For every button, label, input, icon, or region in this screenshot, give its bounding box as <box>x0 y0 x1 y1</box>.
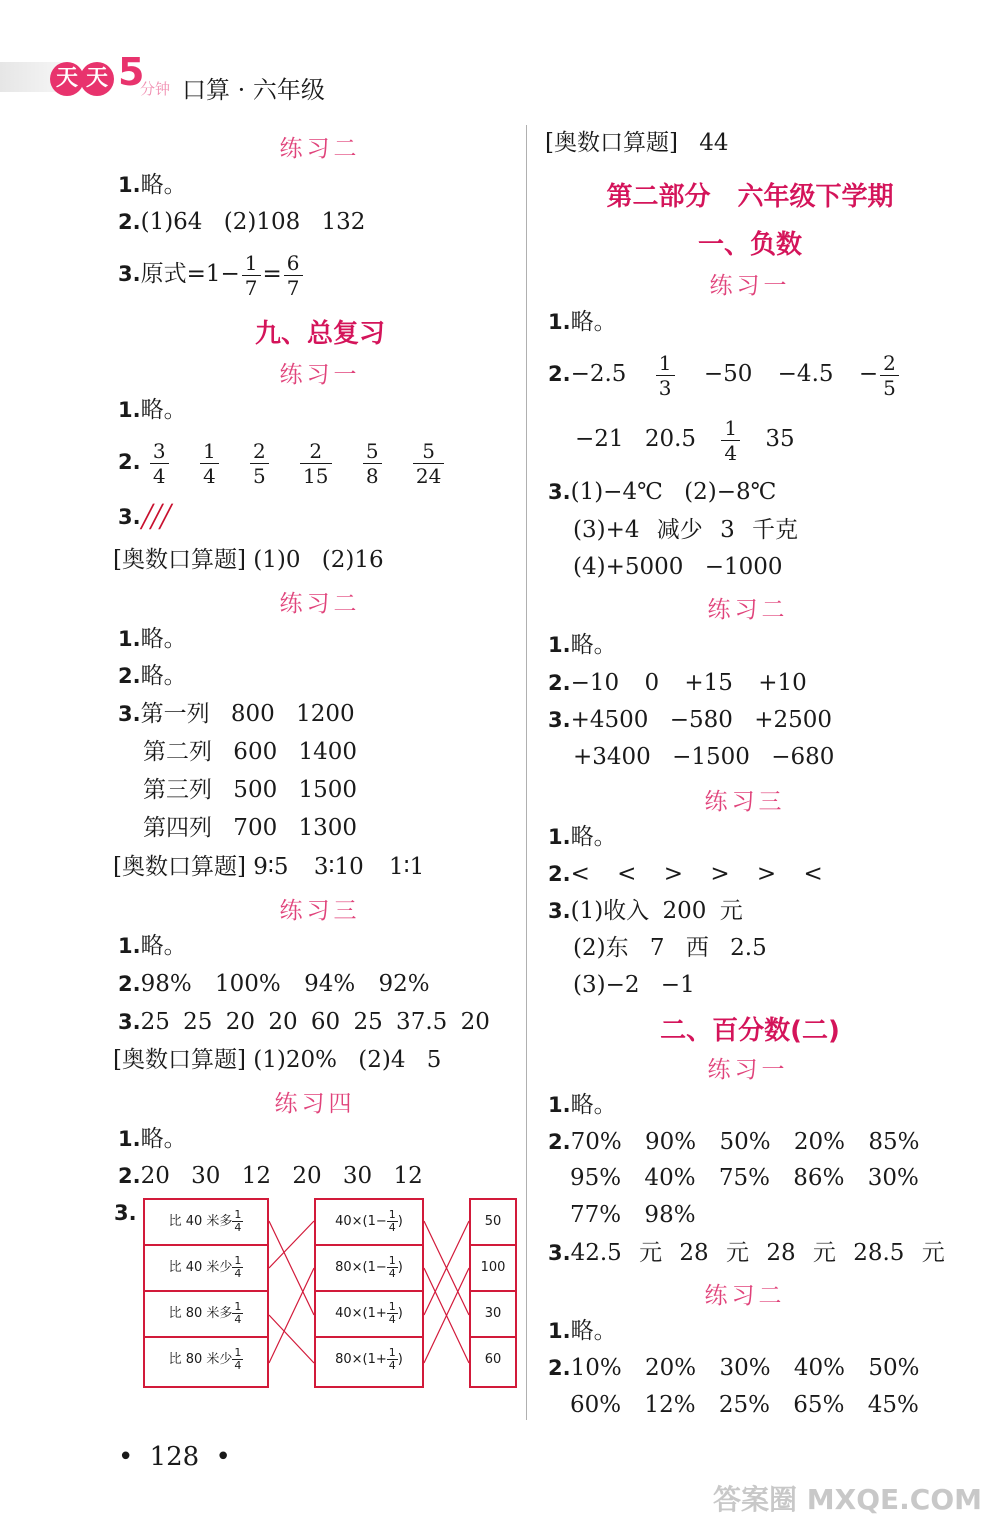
answer-line: 1.略。 <box>118 933 187 959</box>
fraction: $\frac{1}{4}$ <box>234 1254 242 1280</box>
answer-line: 第二列 600 1400 <box>143 739 358 765</box>
match-connectors <box>269 1198 469 1388</box>
subheading-lianxi-yi: 练习一 <box>709 273 791 299</box>
subheading-lianxi-er: 练习二 <box>707 597 789 623</box>
answer-line-fractions: −21 20.5 $\frac{1}{4}$ 35 <box>575 415 795 465</box>
answer-line: 2.70% 90% 50% 20% 85% <box>548 1129 920 1155</box>
logo-ball-1: 天 <box>50 62 84 96</box>
answer-line: 1.略。 <box>118 1126 187 1152</box>
fraction: $\frac{2}{15}$ <box>300 439 331 488</box>
answer-line: (3)+4 减少 3 千克 <box>573 517 799 543</box>
match-box: 50 <box>471 1200 515 1246</box>
subheading-lianxi-er: 练习二 <box>704 1283 786 1309</box>
match-box: 30 <box>471 1292 515 1338</box>
answer-line: +3400 −1500 −680 <box>573 744 835 770</box>
answer-line: 1.略。 <box>118 397 187 423</box>
match-box: 比 80 米多 $\frac{1}{4}$ <box>145 1292 267 1338</box>
connector-line <box>269 1315 314 1363</box>
answer-line: 第四列 700 1300 <box>143 815 358 841</box>
fraction: $\frac{1}{4}$ <box>721 416 740 465</box>
logo-ball-2: 天 <box>80 62 114 96</box>
match-box: 40×(1+ $\frac{1}{4}$ ) <box>316 1292 422 1338</box>
header-title: 口算 · 六年级 <box>182 76 325 104</box>
match-box: 比 40 米少 $\frac{1}{4}$ <box>145 1246 267 1292</box>
subheading-lianxi-san: 练习三 <box>279 898 361 924</box>
answer-line: 1.略。 <box>548 824 617 850</box>
match-column-3 <box>469 1198 517 1388</box>
answer-line: 1.略。 <box>118 172 187 198</box>
answer-line: 3.(1)收入 200 元 <box>548 898 743 924</box>
answer-line-fractions: 2.−2.5 $\frac{1}{3}$ −50 −4.5 − $\frac{2}{5}$ <box>548 344 901 404</box>
match-box: 80×(1+ $\frac{1}{4}$ ) <box>316 1338 422 1384</box>
answer-line: 3.原式=1− $\frac{1}{7}$ = $\frac{6}{7}$ <box>118 246 305 302</box>
page-header <box>0 50 420 110</box>
fraction: $\frac{1}{3}$ <box>656 351 675 400</box>
answer-line: 1.略。 <box>548 1092 617 1118</box>
fraction: $\frac{1}{4}$ <box>234 1208 242 1234</box>
answer-line: 1.略。 <box>548 1318 617 1344</box>
answer-line: 3.第一列 800 1200 <box>118 701 355 727</box>
match-box: 100 <box>471 1246 515 1292</box>
subheading-lianxi-yi: 练习一 <box>707 1057 789 1083</box>
answer-line: 2.10% 20% 30% 40% 50% <box>548 1355 920 1381</box>
answer-line: (4)+5000 −1000 <box>573 554 783 580</box>
subheading-lianxi-san: 练习三 <box>704 789 786 815</box>
olympiad-line: [奥数口算题] 44 <box>545 130 729 156</box>
match-box: 40×(1− $\frac{1}{4}$ ) <box>316 1200 422 1246</box>
match-box: 80×(1− $\frac{1}{4}$ ) <box>316 1246 422 1292</box>
answer-line: 1.略。 <box>548 632 617 658</box>
connector-line <box>269 1221 314 1268</box>
answer-line: 3.+4500 −580 +2500 <box>548 707 832 733</box>
fraction: $\frac{3}{4}$ <box>150 439 169 488</box>
match-box: 比 40 米多 $\frac{1}{4}$ <box>145 1200 267 1246</box>
connector-line <box>269 1221 314 1315</box>
match-box: 60 <box>471 1338 515 1384</box>
answer-line: 60% 12% 25% 65% 45% <box>570 1392 919 1418</box>
section-title-zongfuxi: 九、总复习 <box>254 319 385 349</box>
answer-line: 95% 40% 75% 86% 30% <box>570 1165 919 1191</box>
subheading-lianxi-er-top: 练习二 <box>279 136 361 162</box>
answer-line: 3.42.5 元 28 元 28 元 28.5 元 <box>548 1240 945 1266</box>
olympiad-line: [奥数口算题] 9∶5 3∶10 1∶1 <box>113 854 425 880</box>
answer-line: (2)东 7 西 2.5 <box>573 935 767 961</box>
answer-line: 3.25 25 20 20 60 25 37.5 20 <box>118 1009 490 1035</box>
answer-line-fractions: 2. $\frac{3}{4}$ $\frac{1}{4}$ $\frac{2}{5}$ $\frac{2}{15}$ $\frac{5}{8}$ $\frac{5}{24}$ <box>118 432 446 492</box>
section-title-baifenshu: 二、百分数(二) <box>660 1016 840 1046</box>
tally-marks: ╱╱╱ <box>140 505 169 530</box>
fraction: $\frac{1}{4}$ <box>388 1254 396 1280</box>
answer-line: 3. <box>114 1201 137 1225</box>
fraction: $\frac{2}{5}$ <box>250 439 269 488</box>
page-number: • 128 • <box>118 1442 231 1472</box>
match-column-1 <box>143 1198 269 1388</box>
fraction: $\frac{5}{24}$ <box>413 439 444 488</box>
answer-line: 2.(1)64 (2)108 132 <box>118 209 366 235</box>
answer-line: 第三列 500 1500 <box>143 777 358 803</box>
answer-line-marks: 3.╱╱╱ <box>118 505 169 530</box>
answer-line: (3)−2 −1 <box>573 972 695 998</box>
part-title: 第二部分 六年级下学期 <box>606 182 894 212</box>
olympiad-line: [奥数口算题] (1)0 (2)16 <box>113 547 384 573</box>
fraction: $\frac{1}{4}$ <box>234 1300 242 1326</box>
column-divider <box>526 125 527 1420</box>
answer-line: 3.(1)−4℃ (2)−8℃ <box>548 479 777 505</box>
logo-number: 5 <box>118 50 145 94</box>
connector-line <box>269 1268 314 1363</box>
answer-line: 2.< < > > > < <box>548 861 823 887</box>
section-title-fushu: 一、负数 <box>697 230 802 260</box>
answer-line: 2.98% 100% 94% 92% <box>118 971 430 997</box>
answer-line: 2.−10 0 +15 +10 <box>548 670 807 696</box>
match-box: 比 80 米少 $\frac{1}{4}$ <box>145 1338 267 1384</box>
fraction: $\frac{5}{8}$ <box>363 439 382 488</box>
fraction: $\frac{6}{7}$ <box>284 251 303 300</box>
fraction: $\frac{2}{5}$ <box>880 351 899 400</box>
subheading-lianxi-er: 练习二 <box>279 591 361 617</box>
olympiad-line: [奥数口算题] (1)20% (2)4 5 <box>113 1047 442 1073</box>
fraction: $\frac{1}{4}$ <box>388 1300 396 1326</box>
fraction: $\frac{1}{4}$ <box>234 1346 242 1372</box>
answer-line: 2.20 30 12 20 30 12 <box>118 1163 423 1189</box>
subheading-lianxi-yi: 练习一 <box>279 362 361 388</box>
logo-minute: 分钟 <box>140 80 171 98</box>
answer-line: 1.略。 <box>548 309 617 335</box>
fraction: $\frac{1}{4}$ <box>388 1208 396 1234</box>
fraction: $\frac{1}{4}$ <box>388 1346 396 1372</box>
fraction: $\frac{1}{7}$ <box>242 251 261 300</box>
watermark: 答案圈 MXQE.COM <box>713 1483 982 1516</box>
answer-line: 77% 98% <box>570 1202 696 1228</box>
answer-line: 1.略。 <box>118 626 187 652</box>
fraction: $\frac{1}{4}$ <box>200 439 219 488</box>
answer-line: 2.略。 <box>118 663 187 689</box>
subheading-lianxi-si: 练习四 <box>274 1091 356 1117</box>
